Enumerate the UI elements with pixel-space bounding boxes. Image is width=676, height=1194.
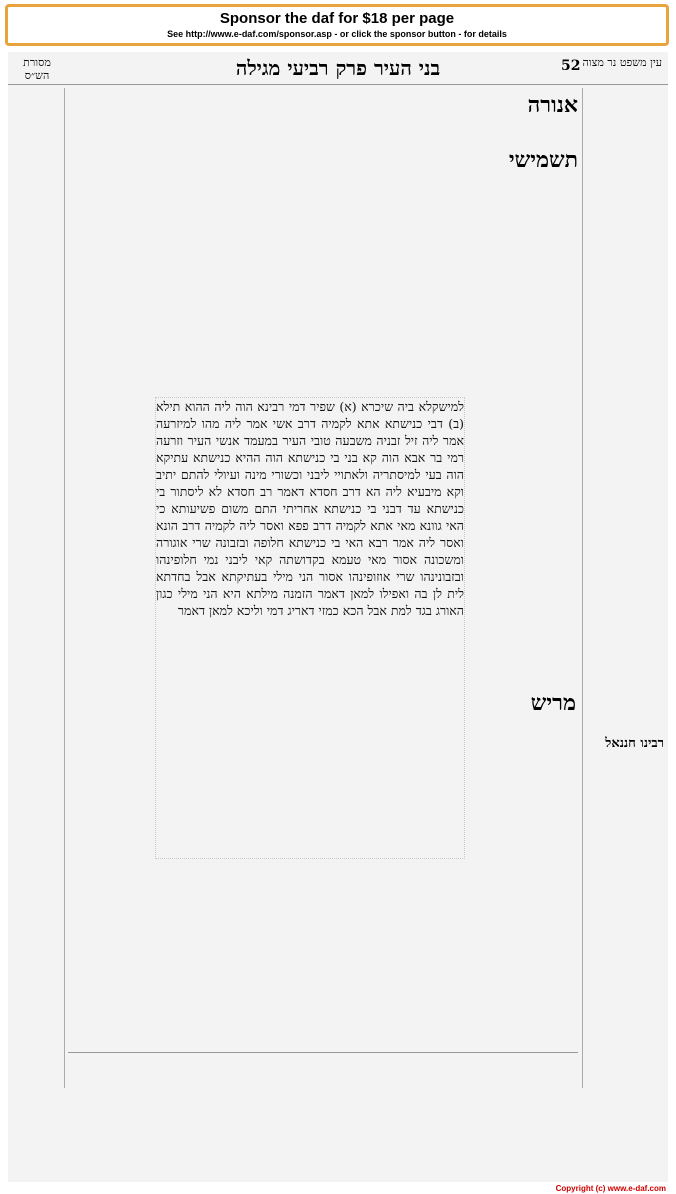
tosafot-start: אנורה [527, 92, 578, 118]
tosafot-heading-mishnah [470, 147, 578, 173]
masoret-hashas-label: מסורת הש״ס [23, 56, 51, 82]
masoret-hashas-column [12, 92, 62, 992]
tosafot-heading-mrish [486, 690, 576, 716]
sponsor-banner[interactable] [5, 4, 669, 46]
rashi-column [68, 92, 152, 852]
gemara-continuation [68, 864, 578, 984]
sponsor-subtitle[interactable]: See http://www.e-daf.com/sponsor.asp - or click the sponsor button - for details [167, 29, 507, 39]
mishnah-heading: תשמישי [508, 147, 578, 173]
copyright-notice: Copyright (c) www.e-daf.com [555, 1184, 666, 1193]
footer-notes [68, 1058, 578, 1148]
header-rule [8, 84, 668, 85]
page-title: בני העיר פרק רביעי מגילה [235, 56, 441, 80]
rabbeinu-chananel-heading [584, 732, 664, 751]
page-header [8, 52, 668, 88]
mrish-heading: מריש [530, 690, 576, 716]
ein-mishpat-column [584, 88, 664, 768]
rabbeinu-chananel-title: רבינו חננאל [605, 736, 664, 751]
talmud-page [8, 52, 668, 1182]
page-number: 52 [561, 58, 581, 74]
column-divider-left [64, 88, 65, 1088]
ein-mishpat-label: עין משפט נר מצוה [582, 56, 662, 69]
tosafot-column [468, 92, 578, 118]
column-divider-right [582, 88, 583, 1088]
sponsor-title[interactable]: Sponsor the daf for $18 per page [219, 10, 455, 27]
gemara-text: למישקלא ביה שיכרא (א) שפיר דמי רבינא הוה ליה ההוא תילא (ב) דבי כנישתא אתא לקמיה דרב אשי אמר ליה מהו למיזרעה אמר ליה זיל זבניה משבעה טובי העיר במעמד אנשי העיר וזרעה רמי בר אבא הוה קא בני בי כנישתא הוה ההיא כנישתא עתיקא הוה בעי למיסתריה ולאתויי ליבני וכשורי מינה ועיולי להתם יתיב וקא מיבעיא ליה הא דרב חסדא דאמר רב חסדא לא ליסתור בי כנישתא עד דבני בי כנישתא אחריתי התם משום פשיעותא כי האי גוונא מאי אתא לקמיה דרב פפא ואסר ליה לקמיה דרב הונא ואסר ליה אמר רבא האי בי כנישתא חלופה ובזבונה שרי אוגורה ומשכונה אסור מאי טעמא בקדושתה קאי ליבני נמי חלופינהו ובזבונינהו שרי אוזופינהו אסור הני מילי בעתיקתא אבל בחדתא לית לן בה ואפילו למאן דאמר הזמנה מילתא היא הני מילי כגון האורג בגד למת אבל הכא כמזי דאריג דמי וליכא למאן דאמר [155, 397, 465, 859]
footer-rule [68, 1052, 578, 1053]
